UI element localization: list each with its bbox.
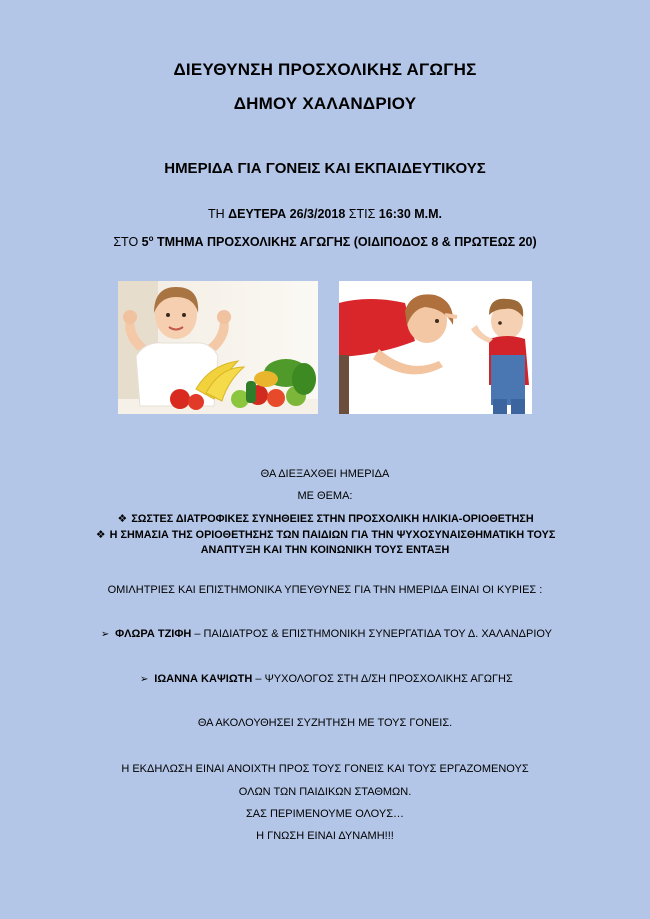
topic-continuation: ΑΝΑΠΤΥΞΗ ΚΑΙ ΤΗΝ ΚΟΙΝΩΝΙΚΗ ΤΟΥΣ ΕΝΤΑΞΗ [200, 544, 450, 556]
speaker-item [0, 628, 650, 640]
municipality-title: ΔΗΜΟΥ ΧΑΛΑΝΔΡΙΟΥ [233, 94, 417, 113]
closing-line: ΣΑΣ ΠΕΡΙΜΕΝΟΥΜΕ ΟΛΟΥΣ… [245, 808, 405, 820]
child-fruits-photo [118, 281, 318, 414]
speaker-name: ΦΛΩΡΑ ΤΖΙΦΗ [115, 628, 192, 640]
date-mid: ΣΤΙΣ [345, 207, 379, 221]
closing-line: Η ΕΚΔΗΛΩΣΗ ΕΙΝΑΙ ΑΝΟΙΧΤΗ ΠΡΟΣ ΤΟΥΣ ΓΟΝΕΙΣ ΚΑΙ ΤΟΥΣ ΕΡΓΑΖΟΜΕΝΟΥΣ [121, 763, 529, 775]
speaker-item [0, 673, 650, 685]
organization-title: ΔΙΕΥΘΥΝΣΗ ΠΡΟΣΧΟΛΙΚΗΣ ΑΓΩΓΗΣ [173, 60, 477, 79]
arrow-bullet-icon: ➢ [100, 629, 110, 640]
diamond-bullet-icon: ❖ [95, 529, 106, 541]
place-num: 5 [141, 235, 149, 250]
discussion-note: ΘΑ ΑΚΟΛΟΥΘΗΣΕΙ ΣΥΖΗΤΗΣΗ ΜΕ ΤΟΥΣ ΓΟΝΕΙΣ. [197, 717, 453, 729]
date-time: 16:30 Μ.Μ. [378, 207, 443, 221]
closing-line: ΟΛΩΝ ΤΩΝ ΠΑΙΔΙΚΩΝ ΣΤΑΘΜΩΝ. [238, 786, 412, 798]
speaker-name: ΙΩΑΝΝΑ ΚΑΨΙΩΤΗ [154, 673, 253, 685]
event-title: ΗΜΕΡΙΔΑ ΓΙΑ ΓΟΝΕΙΣ ΚΑΙ ΕΚΠΑΙΔΕΥΤΙΚΟΥΣ [164, 160, 486, 177]
place-sup: ο [148, 234, 154, 243]
speaker-role: – ΨΥΧΟΛΟΓΟΣ ΣΤΗ Δ/ΣΗ ΠΡΟΣΧΟΛΙΚΗΣ ΑΓΩΓΗΣ [252, 673, 513, 685]
closing-line: Η ΓΝΩΣΗ ΕΙΝΑΙ ΔΥΝΑΜΗ!!! [256, 830, 394, 842]
arrow-bullet-icon: ➢ [140, 674, 149, 685]
date-prefix: ΤΗ [207, 207, 229, 221]
mother-child-photo [339, 281, 532, 414]
intro-line-2: ΜΕ ΘΕΜΑ: [297, 490, 353, 502]
topic-item [0, 512, 650, 525]
diamond-bullet-icon: ❖ [117, 513, 128, 525]
topic-item [0, 528, 650, 541]
event-date [0, 207, 650, 221]
date-day: ΔΕΥΤΕΡΑ 26/3/2018 [228, 207, 346, 221]
event-place [0, 234, 650, 249]
intro-line-1: ΘΑ ΔΙΕΞΑΧΘΕΙ ΗΜΕΡΙΔΑ [260, 468, 390, 480]
speakers-intro: ΟΜΙΛΗΤΡΙΕΣ ΚΑΙ ΕΠΙΣΤΗΜΟΝΙΚΑ ΥΠΕΥΘΥΝΕΣ ΓΙΑ ΤΗΝ ΗΜΕΡΙΔΑ ΕΙΝΑΙ ΟΙ ΚΥΡΙΕΣ : [107, 584, 543, 596]
topic-text: ΣΩΣΤΕΣ ΔΙΑΤΡΟΦΙΚΕΣ ΣΥΝΗΘΕΙΕΣ ΣΤΗΝ ΠΡΟΣΧΟΛΙΚΗ ΗΛΙΚΙΑ-ΟΡΙΟΘΕΤΗΣΗ [131, 513, 534, 525]
speaker-role: – ΠΑΙΔΙΑΤΡΟΣ & ΕΠΙΣΤΗΜΟΝΙΚΗ ΣΥΝΕΡΓΑΤΙΔΑ ΤΟΥ Δ. ΧΑΛΑΝΔΡΙΟΥ [191, 628, 552, 640]
topic-text: Η ΣΗΜΑΣΙΑ ΤΗΣ ΟΡΙΟΘΕΤΗΣΗΣ ΤΩΝ ΠΑΙΔΙΩΝ ΓΙΑ ΤΗΝ ΨΥΧΟΣΥΝΑΙΣΘΗΜΑΤΙΚΗ ΤΟΥΣ [109, 529, 556, 541]
place-name: ΤΜΗΜΑ ΠΡΟΣΧΟΛΙΚΗΣ ΑΓΩΓΗΣ (ΟΙΔΙΠΟΔΟΣ 8 & ΠΡΩΤΕΩΣ 20) [153, 235, 537, 250]
place-prefix: ΣΤΟ [113, 235, 142, 250]
